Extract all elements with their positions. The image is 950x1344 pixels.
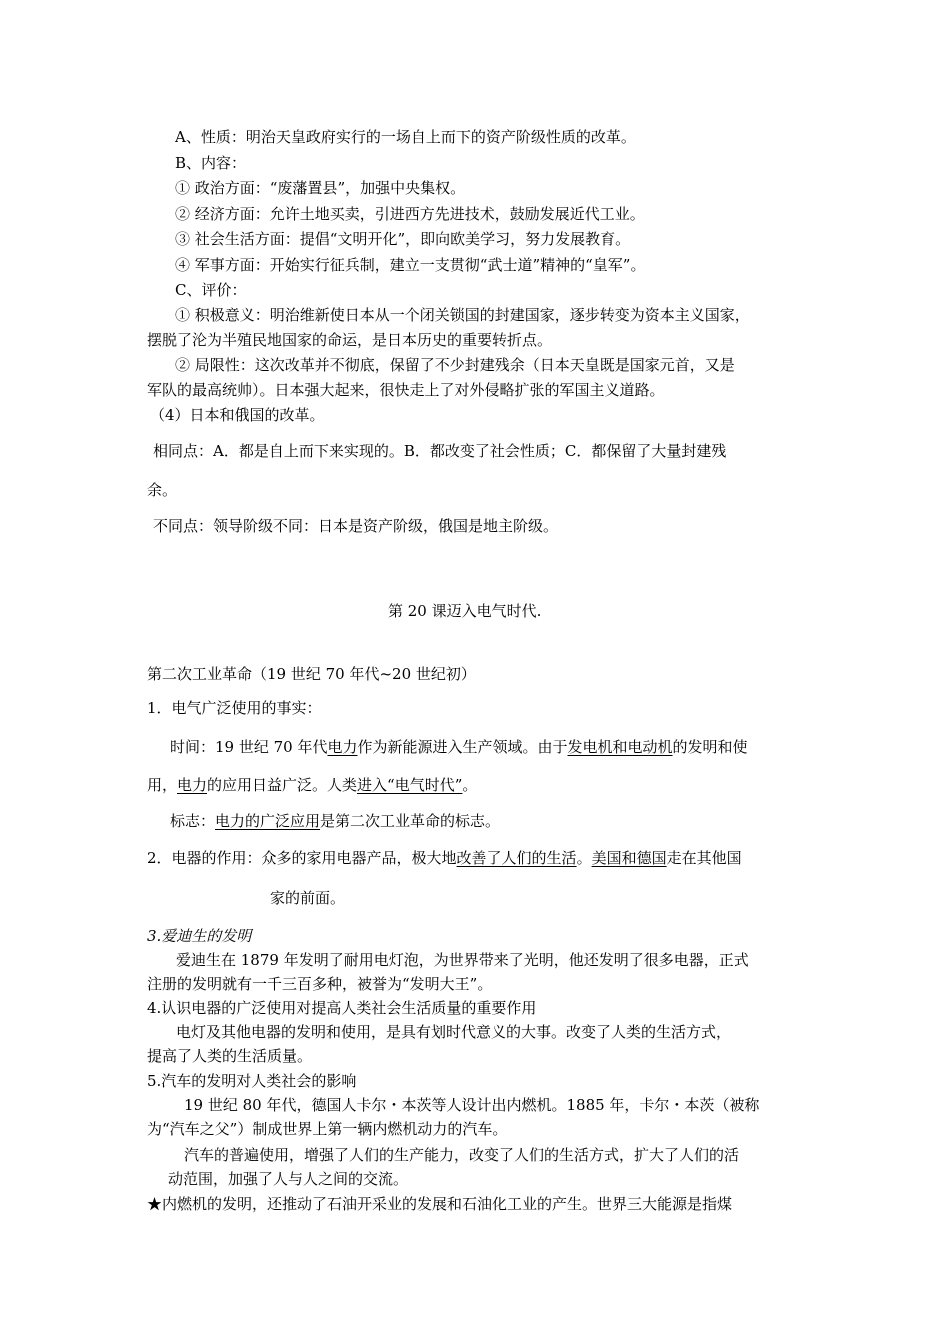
section-4-heading: 4.认识电器的广泛使用对提高人类社会生活质量的重要作用: [147, 999, 537, 1017]
content-item-politics: ① 政治方面：“废藩置县”，加强中央集权。: [175, 179, 466, 197]
mark-underline: 电力的广泛应用: [215, 812, 321, 830]
s2-text-1: 2．电器的作用：众多的家用电器产品，极大地: [147, 849, 457, 867]
time-underline-electricity: 电力: [327, 738, 358, 756]
mark-line: [170, 811, 500, 831]
mark-text-2: 是第二次工业革命的标志。: [320, 812, 501, 830]
lesson-title: 第 20 课迈入电气时代.: [388, 602, 542, 620]
automobile-line1: 19 世纪 80 年代，德国人卡尔・本茨等人设计出内燃机。1885 年，卡尔・本茨（被称: [184, 1096, 760, 1114]
mark-text-1: 标志：: [170, 812, 216, 830]
s2-underline-improve-life: 改善了人们的生活: [456, 849, 577, 867]
section-3-heading: 3.爱迪生的发明: [147, 927, 252, 945]
time-text-3: 的发明和使: [672, 738, 748, 756]
nature-line: A、性质：明治天皇政府实行的一场自上而下的资产阶级性质的改革。: [175, 128, 636, 146]
evaluation-positive-line2: 摆脱了沦为半殖民地国家的命运，是日本历史的重要转折点。: [147, 331, 553, 349]
s2-underline-us-germany: 美国和德国: [591, 849, 667, 867]
similarities-line2: 余。: [147, 481, 178, 499]
time-underline-generator-motor: 发电机和电动机: [567, 738, 673, 756]
s2-text-2: 。: [576, 849, 592, 867]
time-text-6: 。: [462, 776, 478, 794]
evaluation-heading: C、评价：: [175, 281, 247, 299]
time-underline-electric-age: 进入“电气时代”: [357, 776, 463, 794]
content-item-society: ③ 社会生活方面：提倡“文明开化”，即向欧美学习，努力发展教育。: [175, 230, 631, 248]
appliances-line1: 电灯及其他电器的发明和使用，是具有划时代意义的大事。改变了人类的生活方式，: [176, 1023, 732, 1041]
time-text-2: 作为新能源进入生产领域。由于: [357, 738, 568, 756]
similarities-line1: 相同点：A．都是自上而下来实现的。B．都改变了社会性质；C．都保留了大量封建残: [153, 442, 727, 460]
automobile-line2: 为“汽车之父”）制成世界上第一辆内燃机动力的汽车。: [147, 1120, 508, 1138]
energy-note-line: ★内燃机的发明，还推动了石油开采业的发展和石油化工业的产生。世界三大能源是指煤: [147, 1195, 733, 1213]
evaluation-limits-line1: ② 局限性：这次改革并不彻底，保留了不少封建残余（日本天皇既是国家元首，又是: [175, 356, 735, 374]
time-text-4: 用，: [147, 776, 178, 794]
evaluation-limits-line2: 军队的最高统帅）。日本强大起来，很快走上了对外侵略扩张的军国主义道路。: [147, 381, 665, 399]
time-text-1: 时间：19 世纪 70 年代: [170, 738, 328, 756]
time-underline-electricity-2: 电力: [177, 776, 208, 794]
revolution-intro: 第二次工业革命（19 世纪 70 年代~20 世纪初）: [147, 665, 476, 683]
time-line1: [170, 737, 748, 757]
s2-text-3: 走在其他国: [666, 849, 742, 867]
content-item-economy: ② 经济方面：允许土地买卖，引进西方先进技术，鼓励发展近代工业。: [175, 205, 645, 223]
evaluation-positive-line1: ① 积极意义：明治维新使日本从一个闭关锁国的封建国家，逐步转变为资本主义国家，: [175, 306, 750, 324]
edison-line1: 爱迪生在 1879 年发明了耐用电灯泡，为世界带来了光明，他还发明了很多电器，正式: [176, 951, 749, 969]
reform-comparison-heading: （4）日本和俄国的改革。: [150, 406, 325, 424]
section-5-heading: 5.汽车的发明对人类社会的影响: [147, 1072, 357, 1090]
time-text-5: 的应用日益广泛。人类: [207, 776, 358, 794]
section-1-heading: 1．电气广泛使用的事实：: [147, 699, 322, 717]
section-2-line1: [147, 848, 742, 868]
content-item-military: ④ 军事方面：开始实行征兵制，建立一支贯彻“武士道”精神的“皇军”。: [175, 256, 646, 274]
automobile-line4: 动范围，加强了人与人之间的交流。: [168, 1170, 409, 1188]
section-2-line2: 家的前面。: [270, 889, 346, 907]
edison-line2: 注册的发明就有一千三百多种，被誉为“发明大王”。: [147, 975, 493, 993]
time-line2: [147, 775, 477, 795]
appliances-line2: 提高了人类的生活质量。: [147, 1047, 313, 1065]
automobile-line3: 汽车的普遍使用，增强了人们的生产能力，改变了人们的生活方式，扩大了人们的活: [184, 1146, 740, 1164]
content-heading: B、内容：: [175, 154, 247, 172]
differences-line: 不同点：领导阶级不同：日本是资产阶级，俄国是地主阶级。: [153, 517, 559, 535]
